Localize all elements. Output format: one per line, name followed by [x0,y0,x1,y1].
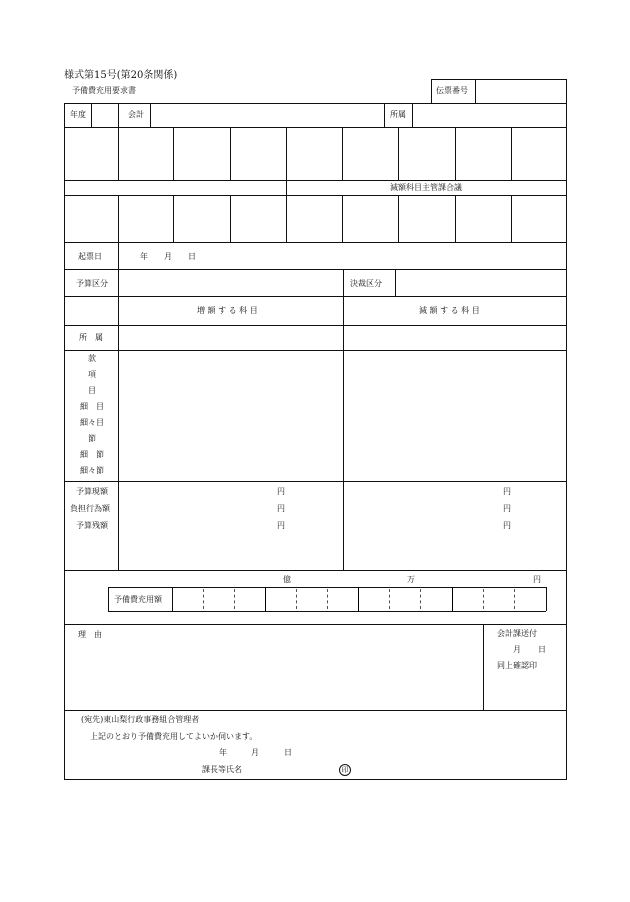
subject-level: 細 節 [80,450,104,459]
grid-line [286,180,287,195]
unit-man: 万 [407,575,415,584]
grid-line [358,587,359,611]
grid-line [64,481,566,482]
grid-line [431,79,432,103]
grid-line [118,296,119,325]
grid-line [343,350,344,481]
digit-divider [420,589,421,609]
grid-line [511,195,512,242]
grid-line [118,127,119,180]
grid-line [64,624,566,625]
reason-label: 理 由 [78,630,102,639]
grid-line [398,127,399,180]
grid-line [395,269,396,296]
slip-number-label: 伝票番号 [436,86,468,95]
yen-mark: 円 [277,504,285,513]
grid-line [64,195,566,196]
request-date-month: 月 [251,748,259,757]
grid-line [64,269,566,270]
amount-label: 予算残額 [76,521,108,530]
grid-line [108,611,546,612]
subject-level: 款 [88,354,96,363]
grid-line [64,180,566,181]
grid-line [64,325,566,326]
grid-line [342,127,343,180]
subject-level: 細 目 [80,402,104,411]
yen-mark: 円 [503,504,511,513]
subject-level: 目 [88,386,96,395]
yen-mark: 円 [277,521,285,530]
grid-line [511,127,512,180]
digit-divider [514,589,515,609]
accounting-confirmed-label: 同上確認印 [497,661,537,670]
grid-line [475,79,476,103]
subject-level: 細々節 [80,466,104,475]
form-number: 様式第15号(第20条関係) [64,70,178,81]
grid-line [64,103,567,104]
grid-line [64,242,566,243]
accounting-sent-month: 月 [513,645,521,654]
fiscal-year-label: 年度 [70,110,86,119]
grid-line [118,242,119,269]
decision-category-label: 決裁区分 [350,279,382,288]
yen-mark: 円 [277,487,285,496]
digit-divider [203,589,204,609]
reserve-amount-label: 予備費充用額 [114,595,162,604]
grid-line [64,779,567,780]
yen-mark: 円 [503,487,511,496]
grid-line [118,269,119,296]
grid-line [118,350,119,481]
grid-line [108,587,109,611]
request-date-day: 日 [284,748,292,757]
grid-line [431,79,566,80]
grid-line [118,481,119,570]
digit-divider [483,589,484,609]
amount-label: 負担行為額 [70,504,110,513]
draft-date-year: 年 [140,252,148,261]
grid-line [455,195,456,242]
grid-line [150,103,151,127]
grid-line [343,325,344,350]
amount-label: 予算現額 [76,487,108,496]
affiliation-label: 所 属 [79,333,103,342]
decrease-heading: 減 額 す る 科 目 [419,306,480,315]
request-date-year: 年 [219,748,227,757]
increase-heading: 増 額 す る 科 目 [197,306,258,315]
grid-line [91,103,92,127]
department-label: 所属 [390,110,406,119]
draft-date-month: 月 [164,252,172,261]
account-label: 会計 [128,110,144,119]
grid-line [64,127,566,128]
accounting-sent-label: 会計課送付 [497,629,537,638]
subject-level: 節 [88,434,96,443]
budget-category-label: 予算区分 [76,279,108,288]
grid-line [566,79,567,779]
grid-line [173,127,174,180]
digit-divider [234,589,235,609]
draft-date-day: 日 [188,252,196,261]
grid-line [230,195,231,242]
grid-line [118,325,119,350]
yen-mark: 円 [503,521,511,530]
consultation-label: 減額科目主管課合議 [390,183,462,192]
subject-level: 細々目 [80,418,104,427]
form-title: 予備費充用要求書 [72,86,136,95]
digit-divider [327,589,328,609]
signer-label: 課長等氏名 [202,765,242,774]
grid-line [384,103,385,127]
draft-date-label: 起票日 [78,252,102,261]
grid-line [64,710,566,711]
grid-line [546,587,547,611]
unit-oku: 億 [283,575,291,584]
digit-divider [389,589,390,609]
grid-line [64,296,566,297]
seal-mark: 印 [339,764,351,776]
grid-line [64,350,566,351]
grid-line [286,127,287,180]
grid-line [230,127,231,180]
grid-line [412,103,413,127]
grid-line [108,587,546,588]
grid-line [118,195,119,242]
grid-line [265,587,266,611]
accounting-sent-day: 日 [538,645,546,654]
grid-line [343,296,344,325]
grid-line [64,570,566,571]
grid-line [342,195,343,242]
request-text: 上記のとおり予備費充用してよいか伺います。 [90,732,258,741]
subject-level: 項 [88,370,96,379]
digit-divider [296,589,297,609]
grid-line [343,269,344,296]
addressee: (宛先)東山梨行政事務組合管理者 [81,715,200,724]
grid-line [173,195,174,242]
grid-line [118,103,119,127]
grid-line [452,587,453,611]
grid-line [398,195,399,242]
grid-line [286,195,287,242]
grid-line [172,587,173,611]
grid-line [455,127,456,180]
grid-line [64,103,65,779]
unit-en: 円 [533,575,541,584]
grid-line [343,481,344,570]
grid-line [483,624,484,710]
